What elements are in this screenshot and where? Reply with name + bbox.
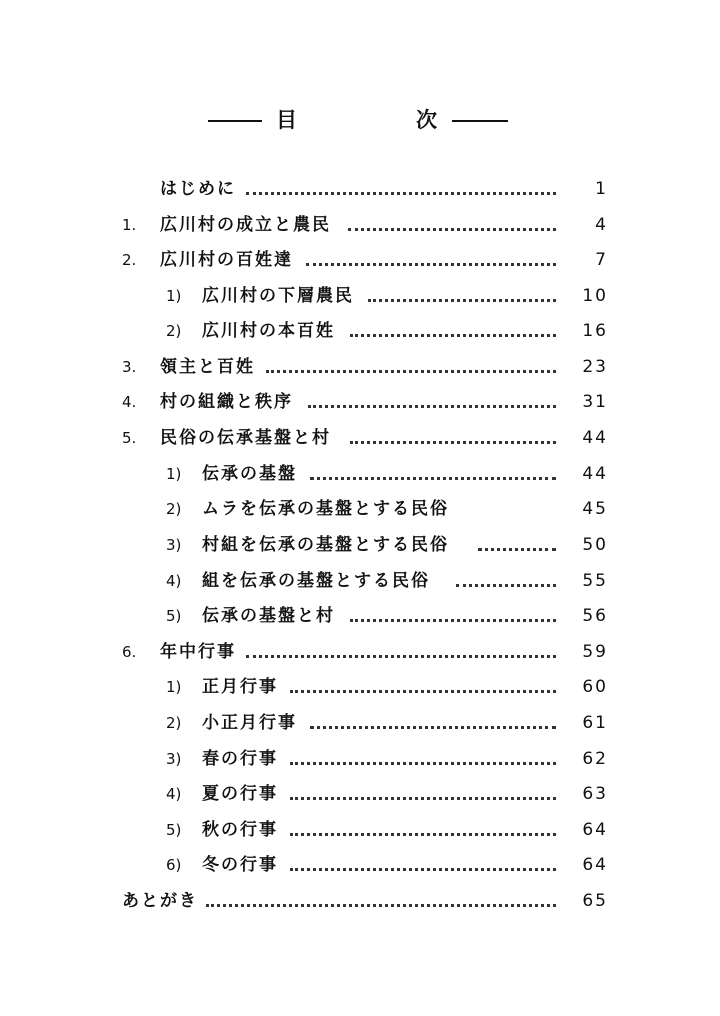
toc-entry-number: 2. xyxy=(122,251,137,269)
toc-entry-label: 小正月行事 xyxy=(202,713,297,733)
toc-entry xyxy=(0,566,720,596)
toc-entry xyxy=(0,210,720,240)
toc-entry-label: あとがき xyxy=(122,891,198,911)
toc-leader xyxy=(478,548,556,551)
toc-leader xyxy=(368,299,556,302)
toc-entry-label: 伝承の基盤と村 xyxy=(202,606,335,626)
toc-entry-label: 伝承の基盤 xyxy=(202,464,297,484)
toc-entry-page: 60 xyxy=(582,677,608,697)
toc-entry-number: 3) xyxy=(166,750,182,768)
toc-leader xyxy=(348,228,556,231)
toc-entry-label: 村組を伝承の基盤とする民俗 xyxy=(202,535,449,555)
toc-leader xyxy=(350,441,556,444)
toc-entry-number: 6) xyxy=(166,856,182,874)
toc-entry-page: 7 xyxy=(595,250,608,270)
toc-title xyxy=(0,106,720,136)
toc-entry-number: 6. xyxy=(122,643,137,661)
toc-entry-number: 1) xyxy=(166,678,182,696)
toc-entry-page: 31 xyxy=(582,392,608,412)
toc-entry-label: 民俗の伝承基盤と村 xyxy=(160,428,331,448)
toc-entry-label: 春の行事 xyxy=(202,749,278,769)
toc-entry-label: 秋の行事 xyxy=(202,820,278,840)
toc-entry-number: 5. xyxy=(122,429,137,447)
toc-entry-page: 64 xyxy=(582,855,608,875)
title-char-right: 次 xyxy=(416,108,437,132)
toc-entry xyxy=(0,637,720,667)
toc-entry xyxy=(0,387,720,417)
toc-entry xyxy=(0,850,720,880)
toc-entry-page: 59 xyxy=(582,642,608,662)
toc-entry-page: 56 xyxy=(582,606,608,626)
toc-entry-label: 村の組織と秩序 xyxy=(160,392,293,412)
toc-leader xyxy=(308,405,556,408)
toc-entry xyxy=(0,459,720,489)
toc-entry-label: 冬の行事 xyxy=(202,855,278,875)
toc-entry xyxy=(0,316,720,346)
toc-entry-label: 広川村の成立と農民 xyxy=(160,215,331,235)
toc-entry xyxy=(0,744,720,774)
title-rule-right xyxy=(452,120,508,122)
toc-leader xyxy=(456,584,556,587)
toc-entry-number: 5) xyxy=(166,607,182,625)
toc-leader xyxy=(246,192,556,195)
toc-entry-page: 44 xyxy=(582,464,608,484)
toc-entry xyxy=(0,174,720,204)
toc-leader xyxy=(290,762,556,765)
title-rule-left xyxy=(208,120,262,122)
toc-entry-number: 5) xyxy=(166,821,182,839)
toc-entry-page: 55 xyxy=(582,571,608,591)
toc-leader xyxy=(246,655,556,658)
title-char-left: 目 xyxy=(276,108,297,132)
toc-entry-page: 4 xyxy=(595,215,608,235)
toc-entry-label: 領主と百姓 xyxy=(160,357,255,377)
toc-entry-page: 61 xyxy=(582,713,608,733)
toc-entry-number: 2) xyxy=(166,322,182,340)
toc-entry-label: 広川村の下層農民 xyxy=(202,286,354,306)
toc-leader xyxy=(290,833,556,836)
toc-entry-page: 1 xyxy=(595,179,608,199)
toc-entry-number: 4) xyxy=(166,785,182,803)
toc-leader xyxy=(290,690,556,693)
toc-entry-page: 63 xyxy=(582,784,608,804)
toc-entry xyxy=(0,886,720,916)
toc-leader xyxy=(350,334,556,337)
toc-entry-label: 正月行事 xyxy=(202,677,278,697)
toc-entry-page: 64 xyxy=(582,820,608,840)
toc-entry-label: 夏の行事 xyxy=(202,784,278,804)
toc-entry-number: 3) xyxy=(166,536,182,554)
toc-entry-number: 1) xyxy=(166,287,182,305)
toc-entry-number: 1) xyxy=(166,465,182,483)
toc-leader xyxy=(266,370,556,373)
toc-leader xyxy=(350,619,556,622)
toc-entry xyxy=(0,530,720,560)
toc-leader xyxy=(310,726,556,729)
toc-entry xyxy=(0,352,720,382)
toc-entry xyxy=(0,601,720,631)
toc-entry-label: はじめに xyxy=(160,179,236,199)
toc-entry-label: 広川村の百姓達 xyxy=(160,250,293,270)
toc-entry xyxy=(0,708,720,738)
toc-entry-page: 50 xyxy=(582,535,608,555)
toc-leader xyxy=(290,868,556,871)
toc-leader xyxy=(310,477,556,480)
toc-leader xyxy=(306,263,556,266)
toc-entry xyxy=(0,815,720,845)
toc-entry-label: ムラを伝承の基盤とする民俗 xyxy=(202,499,449,519)
toc-entry-page: 16 xyxy=(582,321,608,341)
toc-entry-page: 62 xyxy=(582,749,608,769)
toc-entry xyxy=(0,494,720,524)
toc-entry-label: 年中行事 xyxy=(160,642,236,662)
toc-leader xyxy=(290,797,556,800)
toc-entry-page: 44 xyxy=(582,428,608,448)
toc-entry-number: 1. xyxy=(122,216,137,234)
toc-entry xyxy=(0,245,720,275)
toc-entry-number: 3. xyxy=(122,358,137,376)
toc-entry-label: 組を伝承の基盤とする民俗 xyxy=(202,571,430,591)
toc-entry xyxy=(0,779,720,809)
toc-entry-page: 10 xyxy=(582,286,608,306)
toc-entry-number: 2) xyxy=(166,714,182,732)
toc-leader xyxy=(206,904,556,907)
toc-entry xyxy=(0,281,720,311)
toc-entry xyxy=(0,672,720,702)
toc-entry-number: 4) xyxy=(166,572,182,590)
toc-entry-number: 2) xyxy=(166,500,182,518)
toc-entry-page: 23 xyxy=(582,357,608,377)
toc-entry-page: 45 xyxy=(582,499,608,519)
toc-entry-number: 4. xyxy=(122,393,137,411)
toc-entry-label: 広川村の本百姓 xyxy=(202,321,335,341)
toc-entry xyxy=(0,423,720,453)
toc-entry-page: 65 xyxy=(582,891,608,911)
